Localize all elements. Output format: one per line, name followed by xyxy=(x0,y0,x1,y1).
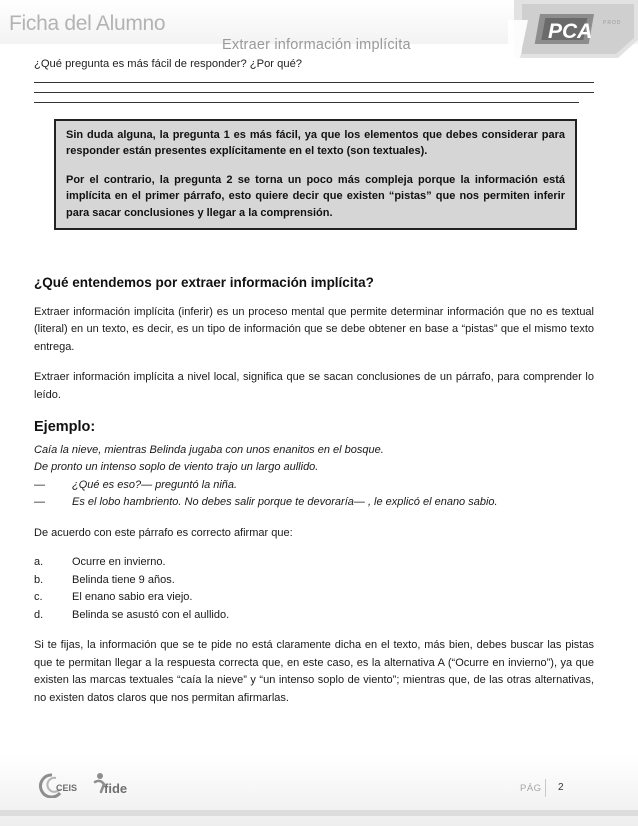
section-heading: ¿Qué entendemos por extraer información implícita? xyxy=(34,275,374,290)
example-explanation: Si te fijas, la información que se te pide no está claramente dicha en el texto, más bien, debes buscar las pistas que te permitan llegar a la respuesta correcta que, en este caso, es la alternativa A (“Ocurre en invierno”), ya que existen las marcas textuales “caía la nieve” y “un intenso soplo de viento”; mientras que, de las otras alternativas, no existen datos claros que nos permitan afirmarlas. xyxy=(34,639,594,704)
fide-logo-text: fide xyxy=(104,781,128,796)
dialog-line-2 xyxy=(34,494,594,512)
section-para-2: Extraer información implícita a nivel local, significa que se sacan conclusiones de un párrafo, para comprender lo leído. xyxy=(34,371,594,401)
example-story xyxy=(34,442,594,512)
answer-line-3 xyxy=(34,93,579,103)
footer-line xyxy=(0,810,638,816)
answer-line-2 xyxy=(34,83,594,93)
content xyxy=(34,57,594,707)
option-key: a. xyxy=(34,556,44,568)
option-key: c. xyxy=(34,591,43,603)
question-line: ¿Qué pregunta es más fácil de responder? ¿Por qué? xyxy=(34,58,303,70)
option-key: d. xyxy=(34,608,44,621)
answer-line-1 xyxy=(34,73,594,83)
option-d xyxy=(34,607,594,625)
fide-logo-icon xyxy=(92,770,138,798)
answer-box xyxy=(54,119,577,231)
pca-logo-text: PCA xyxy=(548,20,593,43)
pca-logo-small: PROD xyxy=(603,20,622,26)
option-b xyxy=(34,572,594,590)
ceis-logo-text: CEIS xyxy=(56,783,78,793)
header-subtitle: Extraer información implícita xyxy=(222,37,411,53)
dialog-text: Es el lobo hambriento. No debes salir porque te devoraría— , le explicó el enano sabio. xyxy=(72,496,498,508)
option-a xyxy=(34,554,594,572)
story-line-1: Caía la nieve, mientras Belinda jugaba con unos enanitos en el bosque. xyxy=(34,443,384,456)
example-prompt: De acuerdo con este párrafo es correcto afirmar que: xyxy=(34,526,293,539)
page-label: PÁG xyxy=(520,783,542,794)
dialog-text: ¿Qué es eso?— preguntó la niña. xyxy=(72,478,238,491)
answer-box-p1: Sin duda alguna, la pregunta 1 es más fácil, ya que los elementos que debes considerar para responder están presentes explícitamente en el texto (son textuales). xyxy=(66,128,565,157)
option-text: Ocurre en invierno. xyxy=(72,556,166,568)
dialog-dash: — xyxy=(34,478,45,491)
option-key: b. xyxy=(34,573,44,586)
dialog-dash: — xyxy=(34,496,45,508)
answer-box-p2: Por el contrario, la pregunta 2 se torna un poco más compleja porque la información está implícita en el primer párrafo, esto quiere decir que existen “pistas” que nos permiten inferir para sacar conclusiones y llegar a la comprensión. xyxy=(66,173,565,219)
page-number: 2 xyxy=(545,779,567,797)
section-para-1: Extraer información implícita (inferir) es un proceso mental que permite determinar información que no es textual (literal) en un texto, es decir, es un tipo de información que se debe obtener en base a “pistas” que el mismo texto entrega. xyxy=(34,305,594,353)
option-text: Belinda tiene 9 años. xyxy=(72,573,175,586)
options-list xyxy=(34,554,594,624)
option-text: El enano sabio era viejo. xyxy=(72,591,193,603)
header-title: Ficha del Alumno xyxy=(9,12,166,35)
dialog-line-1 xyxy=(34,477,594,495)
option-c xyxy=(34,589,594,607)
ceis-logo-icon xyxy=(38,772,90,798)
example-heading: Ejemplo: xyxy=(34,419,96,435)
story-line-2: De pronto un intenso soplo de viento trajo un largo aullido. xyxy=(34,461,319,473)
option-text: Belinda se asustó con el aullido. xyxy=(72,608,230,621)
pca-logo-icon xyxy=(508,0,638,58)
